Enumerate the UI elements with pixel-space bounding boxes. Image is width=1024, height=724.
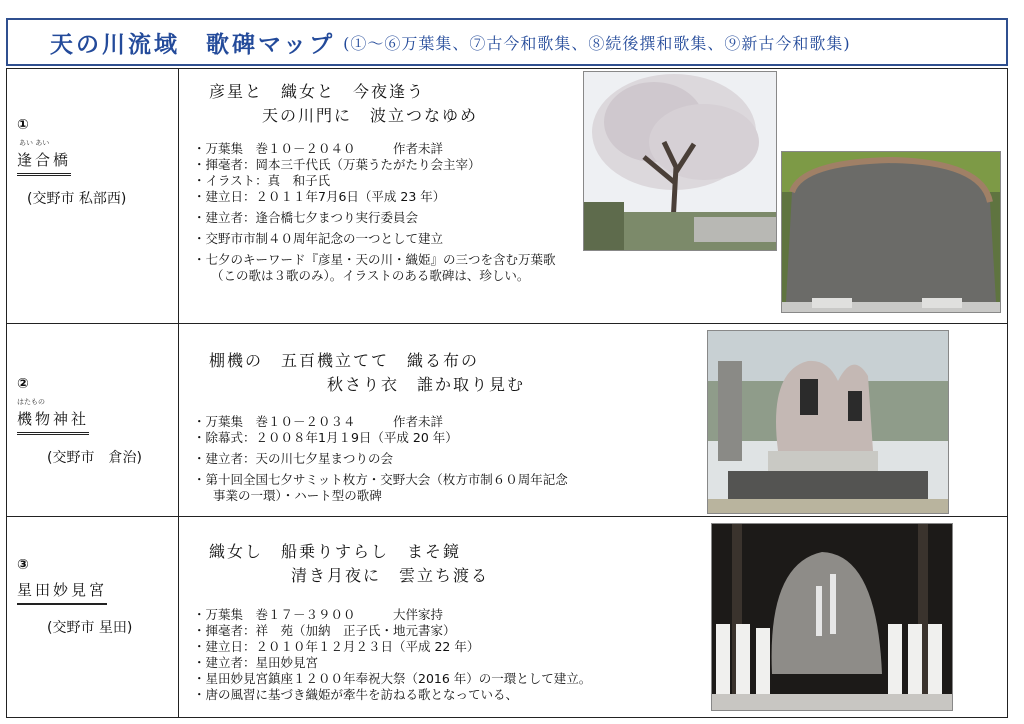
location-cell [17,557,172,637]
poem-line-1: 織女し 船乗りすらし まそ鏡 [209,542,462,561]
note-line: ・万葉集 巻１０－２０３４ 作者未詳 [193,414,444,429]
table-row [7,69,1007,324]
title-bar [6,18,1008,66]
notes-list [193,141,556,284]
entry-number: ③ [17,557,29,573]
note-line: ・イラスト：真 和子氏 [193,173,331,188]
poem-line-2: 清き月夜に 雲立ち渡る [291,566,490,585]
notes-list [193,414,568,504]
page [6,4,1012,716]
monument-table [6,68,1008,718]
note-line: ・除幕式：２００８年1月１9日（平成 20 年） [193,430,458,445]
place-name-text: 機物神社 [17,410,90,428]
note-line: ・万葉集 巻１０－２０４０ 作者未詳 [193,141,444,156]
shrine-monument-photo [711,523,953,711]
note-line: （この歌は３歌のみ）。イラストのある歌碑は、珍しい。 [211,268,530,283]
poem-line-2: 秋さり衣 誰か取り見む [327,375,526,394]
city-label: (交野市 星田) [47,620,133,636]
entry-number: ② [17,376,29,392]
note-line: ・建立者：星田妙見宮 [193,655,319,670]
poem-line-2: 天の川門に 波立つなゆめ [262,106,479,125]
note-line: ・第十回全国七夕サミット枚方・交野大会（枚方市制６０周年記念 [193,472,568,487]
place-ruby: はたもの [17,398,45,406]
page-subtitle: (①～⑥万葉集、⑦古今和歌集、⑧続後撰和歌集、⑨新古今和歌集) [343,33,851,53]
place-name-text: 逢合橋 [17,151,72,169]
note-line: ・建立日：２０１０年１２月２３日（平成 22 年） [193,639,480,654]
table-row [7,324,1007,517]
note-line: ・建立者：逢合橋七夕まつり実行委員会 [193,210,419,225]
note-line: ・万葉集 巻１７－３９００ 大伴家持 [193,607,444,622]
note-line: ・揮毫者：岡本三千代氏（万葉うたがたり会主宰） [193,157,481,172]
place-name [17,579,107,605]
place-name [17,398,90,435]
poem-line-1: 棚機の 五百機立てて 織る布の [209,351,480,370]
notes-list [193,607,591,703]
cherry-tree-photo [583,71,777,251]
place-ruby: あい あい [19,139,50,147]
city-label: (交野市 私部西) [27,191,127,207]
location-cell [17,117,172,208]
note-line: ・唐の風習に基づき織姫が牽牛を訪ねる歌となっている、 [193,687,519,702]
note-line: 事業の一環）・ハート型の歌碑 [213,488,382,503]
note-line: ・建立日：２０１１年7月6日（平成 23 年） [193,189,446,204]
heart-monument-photo [707,330,949,514]
note-line: ・揮毫者：祥 苑（加納 正子氏・地元書家） [193,623,456,638]
place-name [17,139,72,176]
note-line: ・建立者：天の川七夕星まつりの会 [193,451,394,466]
table-row [7,517,1007,719]
place-name-text: 星田妙見宮 [17,581,108,599]
stone-monument-photo [781,151,1001,313]
note-line: ・星田妙見宮鎮座１２００年奉祝大祭（2016 年）の一環として建立。 [193,671,592,686]
page-title: 天の川流域 歌碑マップ [50,30,336,58]
note-line: ・交野市市制４０周年記念の一つとして建立 [193,231,444,246]
location-cell [17,376,172,467]
poem-line-1: 彦星と 織女と 今夜逢う [209,82,426,101]
note-line: ・七夕のキーワード『彦星・天の川・織姫』の三つを含む万葉歌 [193,252,556,267]
city-label: (交野市 倉治) [47,450,142,466]
entry-number: ① [17,117,29,133]
